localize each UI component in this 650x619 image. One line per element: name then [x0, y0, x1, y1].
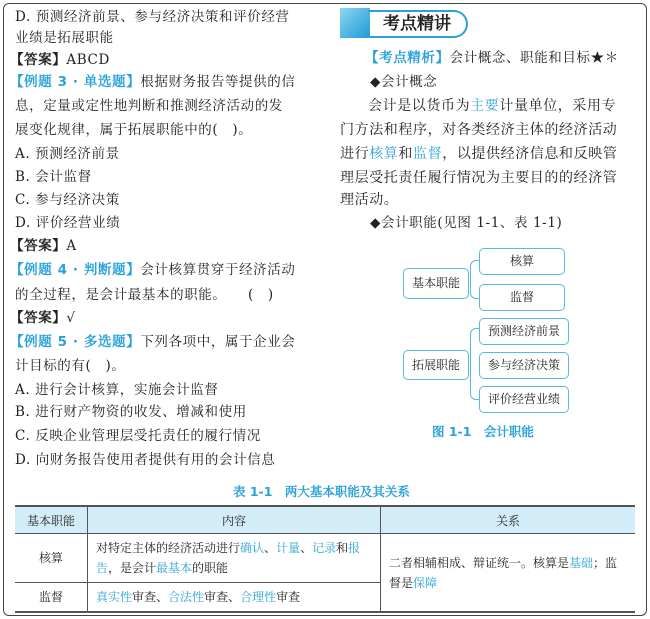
- function-name: 监督: [15, 583, 88, 613]
- option-d: D. 向财务报告使用者提供有用的会计信息: [15, 452, 276, 468]
- option-d-text-cont: 业绩是拓展职能: [15, 30, 114, 46]
- node-supervision: 监督: [479, 284, 565, 311]
- answer-label: 【答案】: [10, 310, 67, 326]
- example-5: [10, 332, 295, 352]
- option-a: A. 进行会计核算，实施会计监督: [15, 382, 219, 398]
- option-b: B. 会计监督: [15, 169, 92, 185]
- paragraph: 理层受托责任履行情况为主要目的的经济管: [340, 170, 618, 186]
- text: 和: [398, 146, 414, 162]
- answer-3: [10, 236, 77, 256]
- paragraph: 门方法和程序，对各类经济主体的经济活动: [340, 122, 618, 138]
- example-3: [10, 72, 295, 92]
- option-b: B. 进行财产物资的收发、增减和使用: [15, 404, 247, 420]
- example-tag: 【例题 5 · 多选题】: [10, 334, 141, 350]
- section-banner: [340, 8, 470, 38]
- paragraph: 理活动。: [340, 192, 399, 208]
- brace: [470, 260, 479, 299]
- text: 进行: [340, 146, 370, 162]
- question-text: 的全过程，是会计最基本的职能。 ( ): [15, 287, 274, 303]
- function-heading: ◆会计职能(见图 1-1、表 1-1): [370, 215, 563, 231]
- highlight: 监督: [413, 146, 443, 162]
- question-text: 计目标的有( )。: [15, 358, 126, 374]
- option-c: C. 反映企业管理层受托责任的履行情况: [15, 428, 261, 444]
- relation-cell: 二者相辅相成、辩证统一。核算是基础；监督是保障: [381, 534, 636, 613]
- header-cell: 内容: [88, 506, 381, 534]
- analysis-text: 会计概念、职能和目标★＊: [449, 50, 619, 66]
- question-text: 息，定量或定性地判断和推测经济活动的发: [15, 98, 283, 114]
- answer-label: 【答案】: [10, 52, 67, 68]
- functions-table: [15, 505, 635, 613]
- analysis-line: [365, 48, 619, 68]
- brace: [470, 328, 479, 400]
- option-a: A. 预测经济前景: [15, 146, 120, 162]
- table-header: [15, 506, 635, 534]
- paragraph: [340, 144, 617, 164]
- concept-heading: ◆会计概念: [370, 74, 438, 90]
- node-forecast: 预测经济前景: [479, 318, 569, 345]
- example-tag: 【例题 3 · 单选题】: [10, 74, 141, 90]
- question-text: 会计核算贯穿于经济活动: [140, 262, 296, 278]
- node-decision: 参与经济决策: [479, 352, 569, 379]
- content-cell: 对特定主体的经济活动进行确认、计量、记录和报告，是会计最基本的职能: [88, 534, 381, 583]
- figure-caption: 图 1-1 会计职能: [432, 424, 534, 439]
- text: 计量单位，采用专: [499, 98, 617, 114]
- table-caption: 表 1-1 两大基本职能及其关系: [233, 484, 410, 499]
- example-4: [10, 260, 295, 280]
- paragraph: [368, 96, 616, 116]
- question-text: 根据财务报告等提供的信: [140, 74, 296, 90]
- answer-value: A: [66, 238, 77, 254]
- answer-label: 【答案】: [10, 238, 67, 254]
- text: 会计是以货币为: [368, 98, 471, 114]
- answer-2: [10, 50, 110, 70]
- sunburst-icon: [340, 8, 370, 38]
- table-row: [15, 534, 635, 583]
- highlight: 主要: [470, 98, 500, 114]
- analysis-tag: 【考点精析】: [365, 50, 450, 66]
- answer-value: √: [66, 310, 76, 326]
- example-tag: 【例题 4 · 判断题】: [10, 262, 141, 278]
- content-cell: 真实性审查、合法性审查、合理性审查: [88, 583, 381, 613]
- answer-value: ABCD: [66, 52, 110, 68]
- question-text: 下列各项中，属于企业会: [140, 334, 296, 350]
- highlight: 核算: [369, 146, 399, 162]
- node-basic-functions: 基本职能: [403, 268, 469, 299]
- text: ，以提供经济信息和反映管: [442, 146, 618, 162]
- option-d: D. 评价经营业绩: [15, 215, 121, 231]
- answer-4: [10, 308, 76, 328]
- option-d-text: D. 预测经济前景、参与经济决策和评价经营: [15, 9, 290, 25]
- header-cell: 基本职能: [15, 506, 88, 534]
- function-name: 核算: [15, 534, 88, 583]
- node-extended-functions: 拓展职能: [403, 350, 469, 380]
- question-text: 展变化规律，属于拓展职能中的( )。: [15, 122, 253, 138]
- banner-title: 考点精讲: [368, 10, 468, 38]
- option-c: C. 参与经济决策: [15, 192, 120, 208]
- node-evaluate: 评价经营业绩: [479, 386, 569, 413]
- node-accounting: 核算: [479, 248, 565, 275]
- header-cell: 关系: [381, 506, 636, 534]
